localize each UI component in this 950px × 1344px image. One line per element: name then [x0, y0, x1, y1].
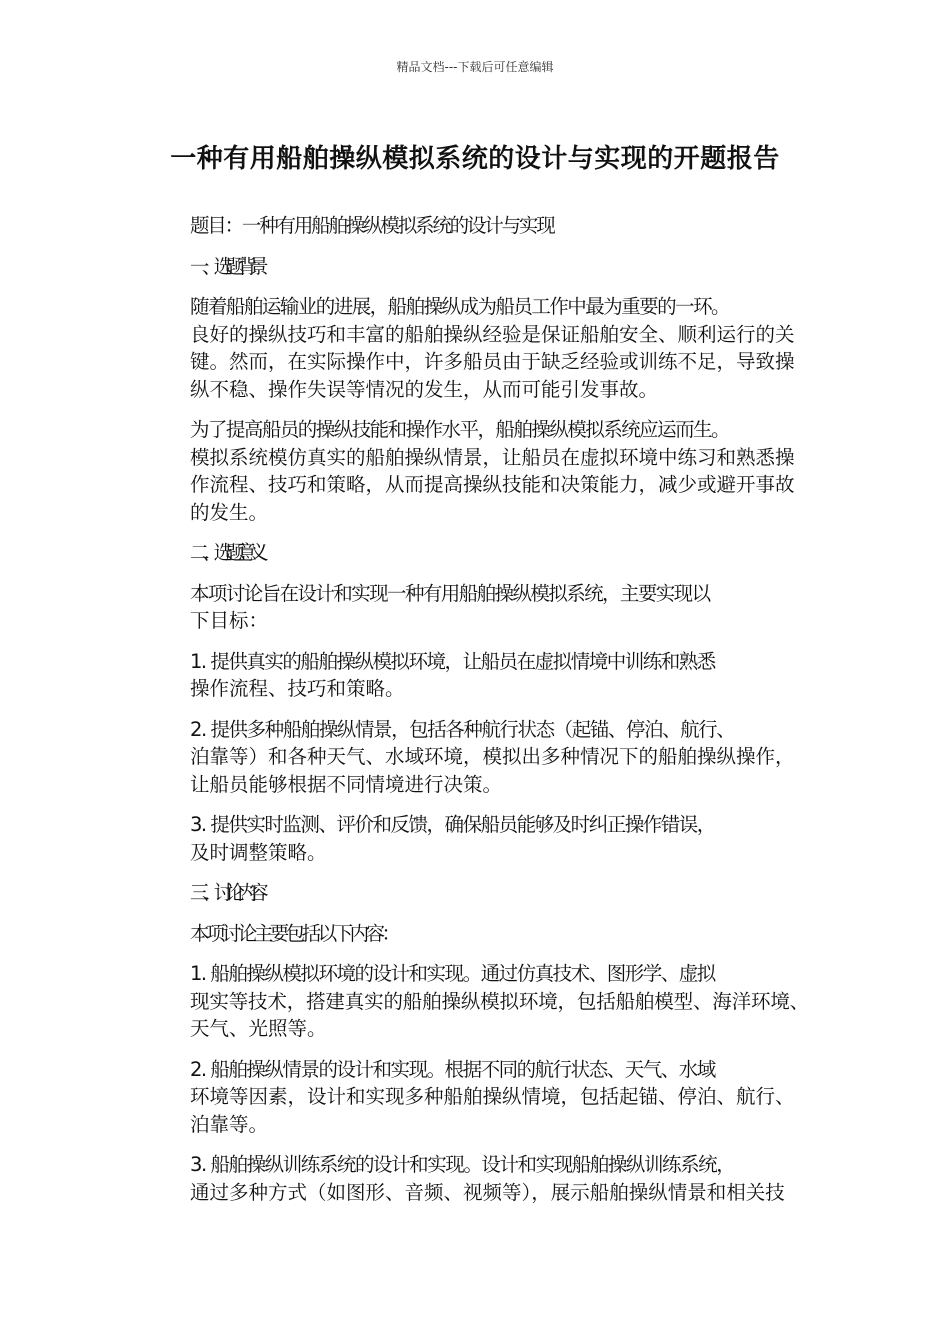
- document-title: 一种有用船舶操纵模拟系统的设计与实现的开题报告: [170, 144, 780, 174]
- paragraph: [144, 960, 809, 1043]
- text-line: 随着船舶运输业的进展，船舶操纵成为船员工作中最为重要的一环。: [190, 295, 730, 318]
- text-line: 操作流程、技巧和策略。: [190, 677, 405, 700]
- paragraph: [144, 879, 809, 907]
- text-line: 为了提高船员的操纵技能和操作水平，船舶操纵模拟系统应运而生。: [190, 418, 730, 441]
- text-line: 的发生。: [190, 500, 269, 524]
- text-line: 一、选题背景: [190, 254, 262, 278]
- text-line: 1. 船舶操纵模拟环境的设计和实现。通过仿真技术、图形学、虚拟: [190, 962, 715, 985]
- text-line: 3. 船舶操纵训练系统的设计和实现。设计和实现船舶操纵训练系统，: [190, 1153, 735, 1176]
- text-line: 下目标：: [190, 609, 269, 632]
- text-line: 3. 提供实时监测、评价和反馈，确保船员能够及时纠正操作错误，: [190, 813, 715, 836]
- text-line: 泊靠等）和各种天气、水域环境，模拟出多种情况下的船舶操纵操作，: [190, 745, 795, 768]
- paragraph: [144, 212, 809, 240]
- paragraph: [144, 539, 809, 567]
- text-line: 让船员能够根据不同情境进行决策。: [190, 772, 503, 796]
- text-line: 2. 船舶操纵情景的设计和实现。根据不同的航行状态、天气、水域: [190, 1057, 715, 1081]
- paragraph: [144, 648, 809, 703]
- paragraph: [144, 580, 809, 635]
- text-line: 泊靠等。: [190, 1112, 269, 1136]
- paragraph: [144, 811, 809, 866]
- text-line: 键。然而，在实际操作中，许多船员由于缺乏经验或训练不足，导致操: [190, 350, 795, 373]
- text-line: 题目：一种有用船舶操纵模拟系统的设计与实现: [190, 214, 554, 237]
- text-line: 二、选题意义: [190, 541, 262, 564]
- text-line: 现实等技术，搭建真实的船舶操纵模拟环境，包括船舶模型、海洋环境、: [190, 989, 810, 1013]
- text-line: 本项讨论主要包括以下内容：: [190, 921, 398, 945]
- text-line: 模拟系统模仿真实的船舶操纵情景，让船员在虚拟环境中练习和熟悉操: [190, 445, 795, 469]
- paragraph: [144, 253, 809, 281]
- text-line: 1. 提供真实的船舶操纵模拟环境，让船员在虚拟情境中训练和熟悉: [190, 649, 715, 673]
- text-line: 通过多种方式（如图形、音频、视频等），展示船舶操纵情景和相关技: [190, 1180, 785, 1204]
- text-line: 三、讨论内容: [190, 881, 262, 904]
- text-line: 及时调整策略。: [190, 840, 327, 864]
- text-line: 2. 提供多种船舶操纵情景，包括各种航行状态（起锚、停泊、航行、: [190, 717, 735, 741]
- text-line: 天气、光照等。: [190, 1017, 327, 1040]
- paragraph: [144, 416, 809, 526]
- paragraph: [144, 920, 809, 948]
- text-line: 环境等因素，设计和实现多种船舶操纵情境，包括起锚、停泊、航行、: [190, 1085, 795, 1108]
- document-body: [144, 212, 809, 1219]
- text-line: 作流程、技巧和策略，从而提高操纵技能和决策能力，减少或避开事故: [190, 473, 795, 496]
- text-line: 纵不稳、操作失误等情况的发生，从而可能引发事故。: [190, 377, 659, 401]
- paragraph: [144, 716, 809, 799]
- header-note: 精品文档---下载后可任意编辑: [396, 60, 554, 74]
- paragraph: [144, 293, 809, 403]
- text-line: 良好的操纵技巧和丰富的船舶操纵经验是保证船舶安全、顺利运行的关: [190, 322, 795, 346]
- paragraph: [144, 1151, 809, 1206]
- text-line: 本项讨论旨在设计和实现一种有用船舶操纵模拟系统，主要实现以: [190, 581, 710, 605]
- paragraph: [144, 1056, 809, 1139]
